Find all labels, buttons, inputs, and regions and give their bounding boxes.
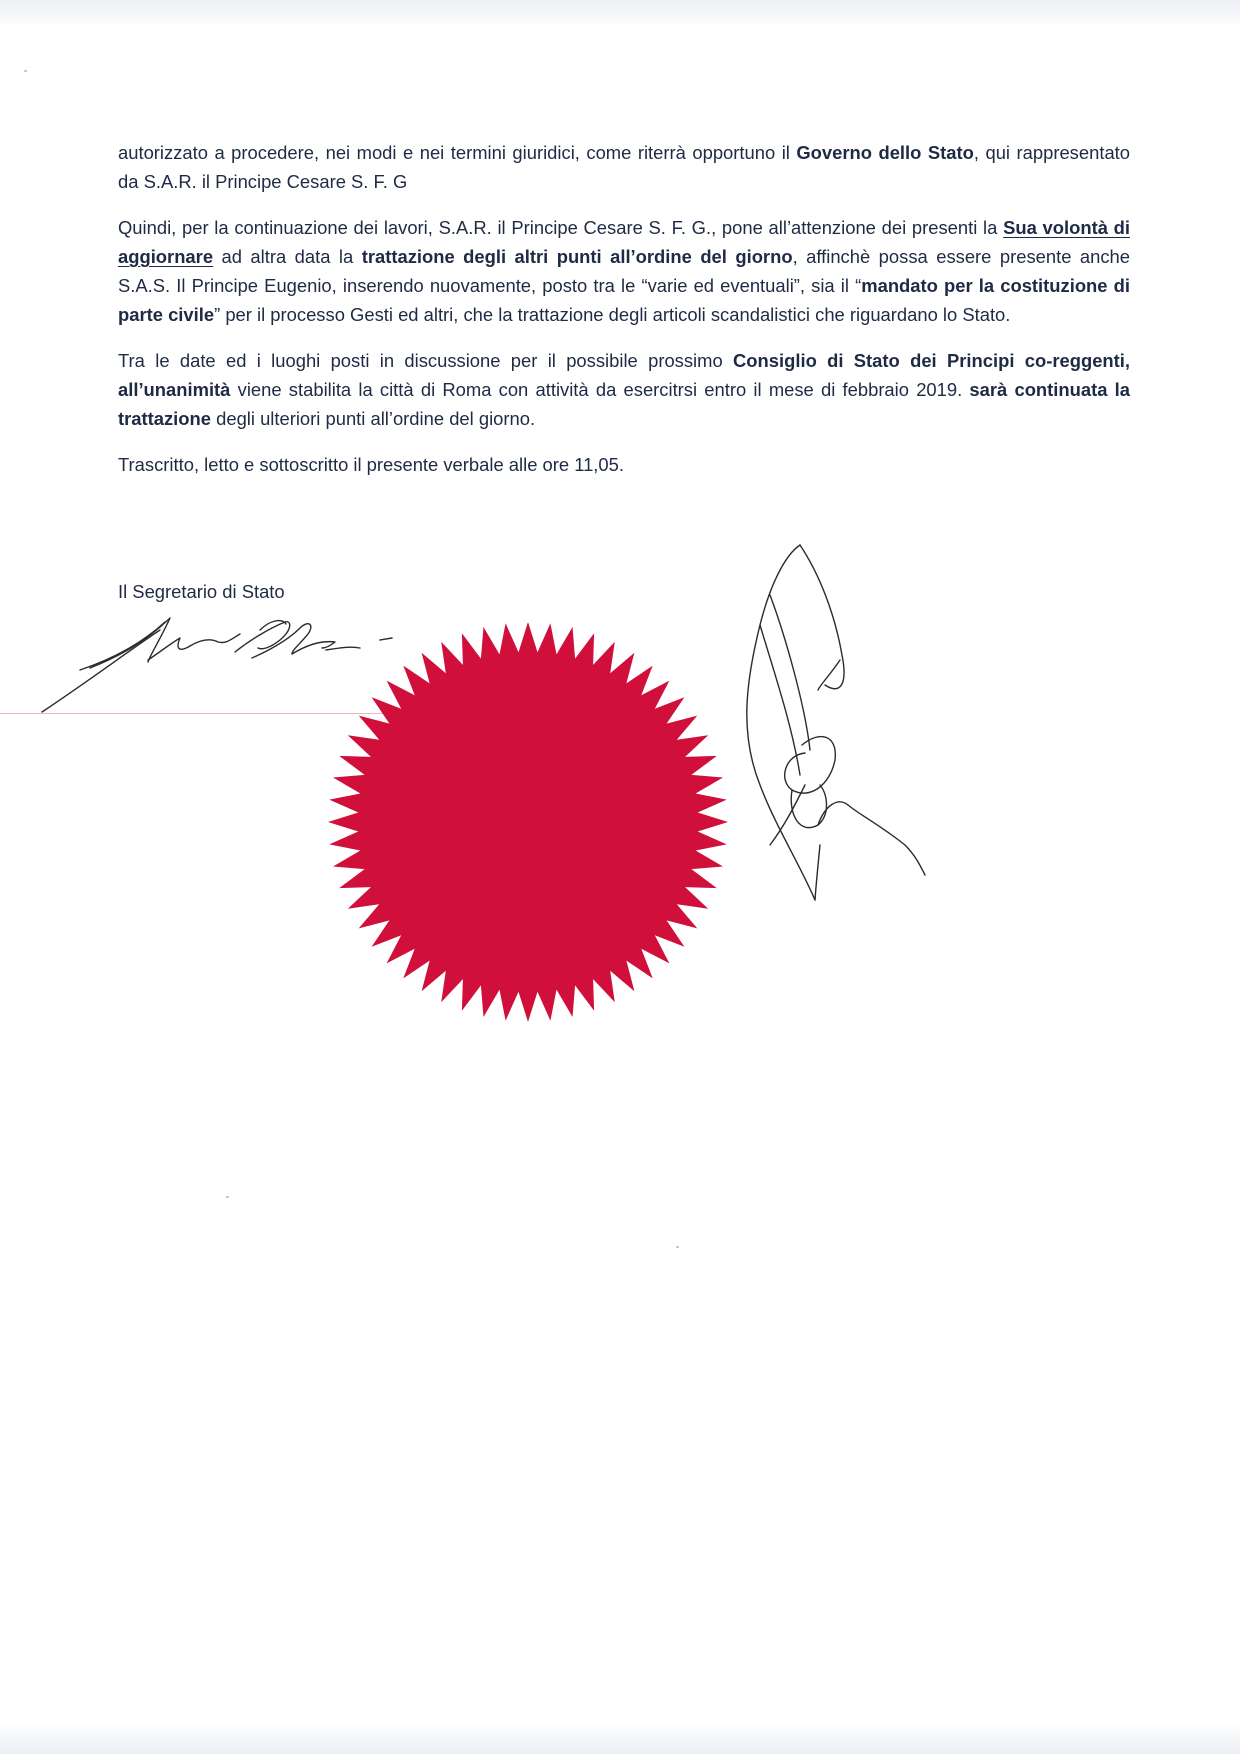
paragraph-2-run: ad altra data la: [213, 246, 362, 267]
paragraph-3-run: Tra le date ed i luoghi posti in discussione per il possibile prossimo: [118, 350, 734, 371]
scan-speck: [676, 1246, 679, 1248]
paragraph-3-run: degli ulteriori punti all’ordine del giorno.: [211, 408, 536, 429]
red-seal: [328, 622, 728, 1022]
scan-edge-top: [0, 0, 1240, 26]
paragraph-2-run: mandato per la costituzione di parte civile: [118, 275, 1130, 325]
paragraph-2: [118, 213, 1130, 329]
paragraph-3-run: sarà continuata la trattazione: [118, 379, 1130, 429]
paragraph-2-run: Quindi, per la continuazione dei lavori, S.A.R. il Principe Cesare S. F. G., pone all’attenzione dei presenti la: [118, 217, 1004, 238]
paragraph-1-run: autorizzato a procedere, nei modi e nei termini giuridici, come riterrà opportuno il: [118, 142, 797, 163]
paragraph-3: [118, 346, 1130, 433]
paragraph-4: [118, 450, 1130, 479]
paragraph-1: [118, 138, 1130, 196]
paragraph-1-run: Governo dello Stato: [796, 142, 974, 163]
seal-starburst: [328, 622, 728, 1022]
scan-speck: [24, 70, 27, 72]
verbale-body: [118, 138, 1130, 496]
paragraph-2-run: , affinchè possa essere presente anche S.A.S. Il Principe Eugenio, inserendo nuovamente, posto tra le “varie ed eventuali”, sia il “: [118, 246, 1131, 296]
paragraph-1-run: , qui rappresentato da S.A.R. il Principe Cesare S. F. G: [118, 142, 1131, 192]
principe-signature: [730, 535, 940, 915]
paragraph-2-run: Sua volontà di aggiornare: [118, 217, 1130, 267]
signatory-label: Il Segretario di Stato: [118, 581, 285, 602]
scan-speck: [226, 1196, 229, 1198]
paragraph-2-run: ” per il processo Gesti ed altri, che la trattazione degli articoli scandalistici che riguardano lo Stato.: [214, 304, 1011, 325]
paragraph-3-run: viene stabilita la città di Roma con attività da esercitrsi entro il mese di febbraio 2019.: [230, 379, 970, 400]
paragraph-3-run: Consiglio di Stato dei Principi co-reggenti, all’unanimità: [118, 350, 1131, 400]
paragraph-4-run: Trascritto, letto e sottoscritto il presente verbale alle ore 11,05.: [118, 454, 624, 475]
paragraph-2-run: trattazione degli altri punti all’ordine del giorno: [361, 246, 793, 267]
scan-edge-bottom: [0, 1724, 1240, 1754]
